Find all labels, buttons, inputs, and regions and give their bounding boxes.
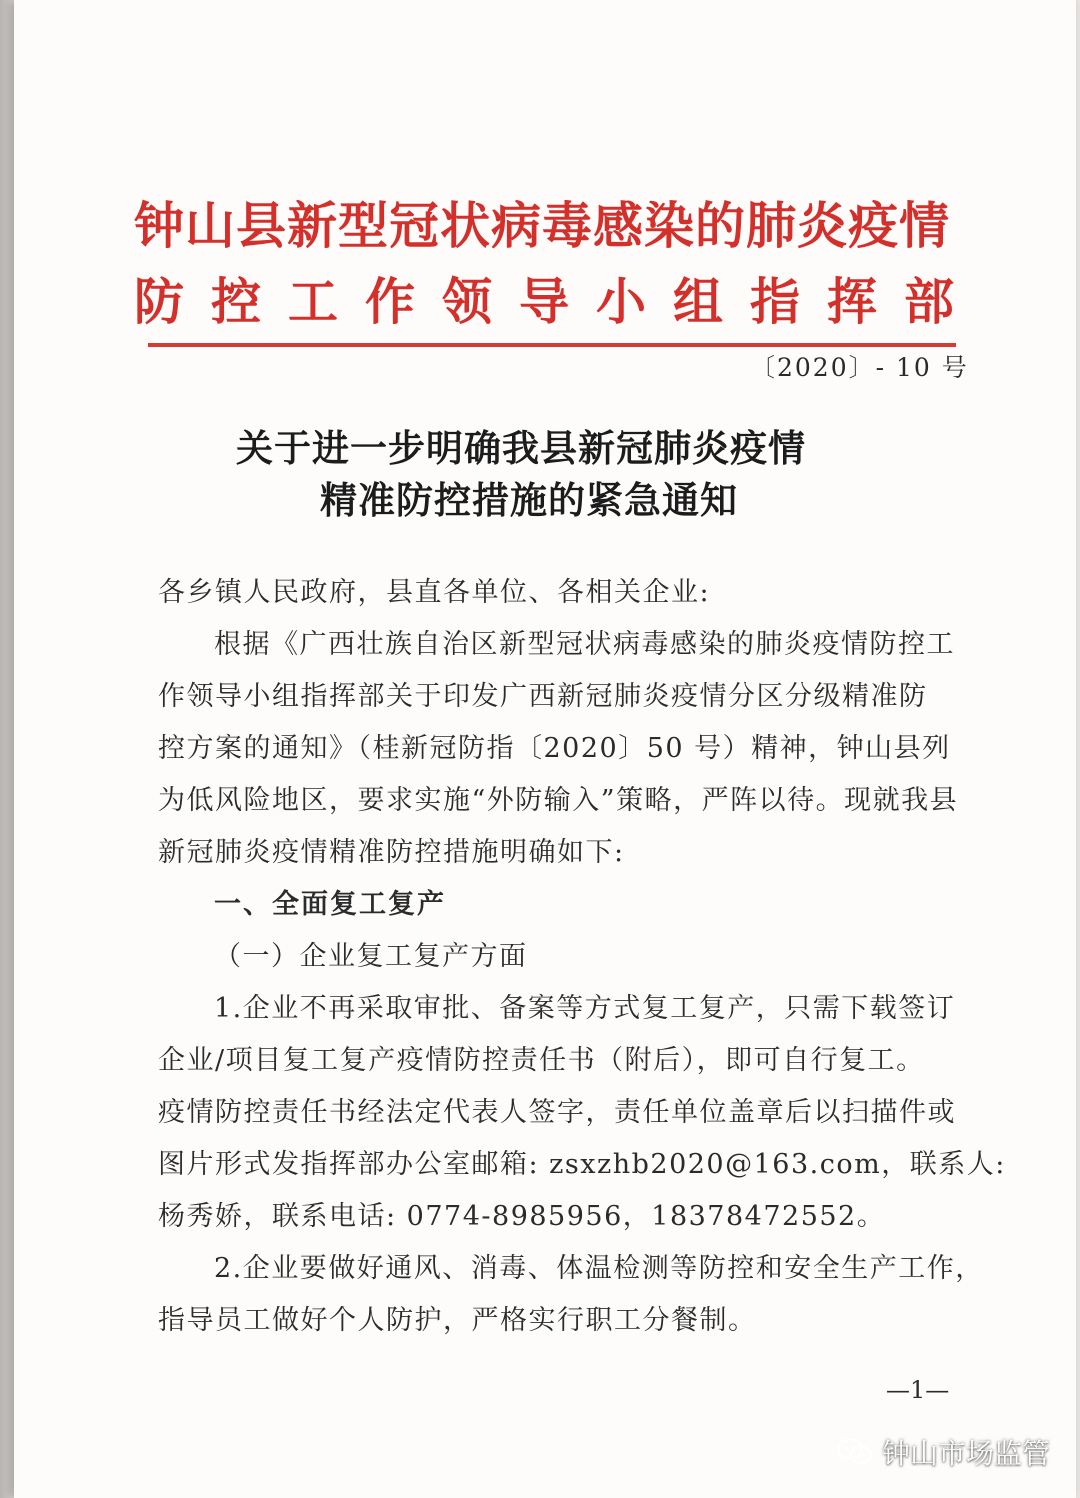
watermark: [836, 1432, 1050, 1472]
body-line: 为低风险地区，要求实施“外防输入”策略，严阵以待。现就我县: [158, 785, 959, 816]
watermark-text: 钟山市场监管: [882, 1437, 1051, 1470]
section-heading: 一、全面复工复产: [214, 889, 446, 920]
subsection-heading: （一）企业复工复产方面: [214, 941, 528, 972]
body-line: 企业/项目复工复产疫情防控责任书（附后），即可自行复工。: [158, 1045, 925, 1076]
scan-edge-shadow: [0, 0, 14, 1498]
body-line: 指导员工做好个人防护，严格实行职工分餐制。: [158, 1305, 757, 1336]
notice-title-line-1: 关于进一步明确我县新冠肺炎疫情: [236, 427, 806, 470]
document-page: [14, 0, 1076, 1498]
letterhead-line-2: 防控工作领导小组指挥部: [134, 272, 981, 331]
letterhead-line-1: 钟山县新型冠状病毒感染的肺炎疫情: [134, 196, 950, 255]
body-line: 控方案的通知》（桂新冠防指〔2020〕50 号）精神，钟山县列: [158, 733, 951, 764]
body-line: 新冠肺炎疫情精准防控措施明确如下:: [158, 837, 625, 868]
notice-title-line-2: 精准防控措施的紧急通知: [320, 479, 738, 522]
body-line: 作领导小组指挥部关于印发广西新冠肺炎疫情分区分级精准防: [158, 681, 928, 712]
body-line: 疫情防控责任书经法定代表人签字，责任单位盖章后以扫描件或: [158, 1097, 956, 1128]
letterhead-red-rule: [148, 343, 956, 347]
page-number: —1—: [886, 1376, 950, 1404]
body-line: 1.企业不再采取审批、备案等方式复工复产，只需下载签订: [214, 993, 956, 1024]
body-line: 根据《广西壮族自治区新型冠状病毒感染的肺炎疫情防控工: [214, 629, 955, 660]
addressee-line: 各乡镇人民政府，县直各单位、各相关企业:: [158, 577, 711, 608]
document-number: 〔2020〕- 10 号: [750, 353, 969, 382]
body-line-contact: 杨秀娇，联系电话: 0774-8985956，18378472552。: [158, 1201, 886, 1232]
body-line: 2.企业要做好通风、消毒、体温检测等防控和安全生产工作，: [214, 1253, 984, 1284]
wechat-icon: [836, 1437, 874, 1467]
body-line-email: 图片形式发指挥部办公室邮箱: zsxzhb2020@163.com，联系人:: [158, 1149, 1006, 1180]
